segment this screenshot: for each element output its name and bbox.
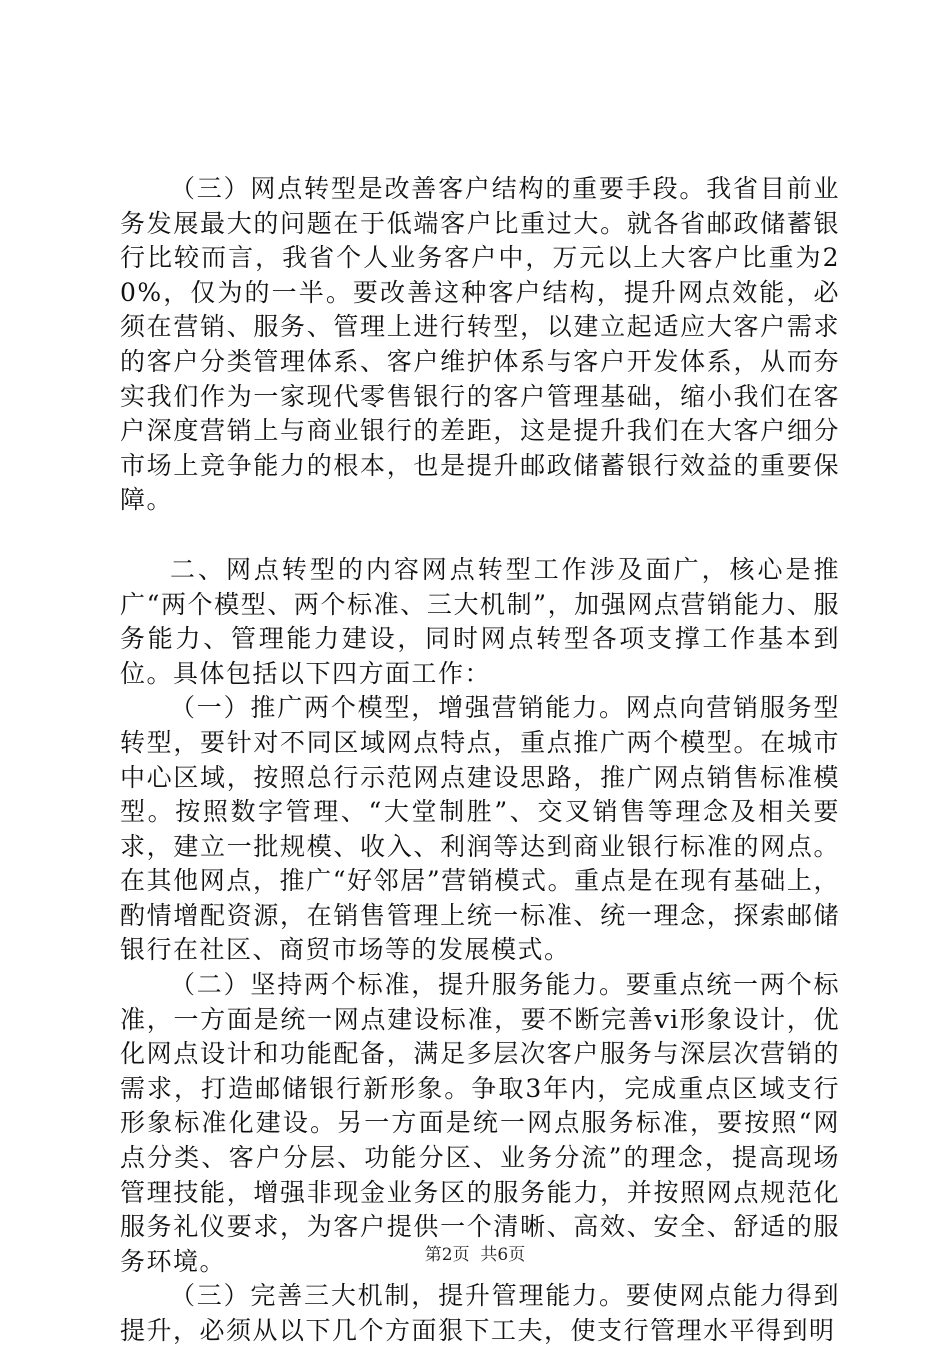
paragraph-customer-structure: （三）网点转型是改善客户结构的重要手段。我省目前业务发展最大的问题在于低端客户比重过大。就各省邮政储蓄银行比较而言，我省个人业务客户中，万元以上大客户比重为20%，仅为的一半。要改善这种客户结构，提升网点效能，必须在营销、服务、管理上进行转型，以建立起适应大客户需求的客户分类管理体系、客户维护体系与客户开发体系，从而夯实我们作为一家现代零售银行的客户管理基础，缩小我们在客户深度营销上与商业银行的差距，这是提升我们在大客户细分市场上竞争能力的根本，也是提升邮政储蓄银行效益的重要保障。: [120, 174, 840, 515]
page-label-suffix: 页: [508, 1245, 526, 1265]
paragraph-management-mechanisms: （三）完善三大机制，提升管理能力。要使网点能力得到提升，必须从以下几个方面狠下工夫，使支行管理水平得到明: [120, 1281, 840, 1345]
paragraph-transformation-content: 二、网点转型的内容网点转型工作涉及面广，核心是推广“两个模型、两个标准、三大机制”，加强网点营销能力、服务能力、管理能力建设，同时网点转型各项支撑工作基本到位。具体包括以下四方面工作：: [120, 554, 840, 688]
document-body: [120, 172, 840, 1349]
page-label-mid: 页 共: [452, 1245, 498, 1265]
paragraph-gap: [120, 518, 840, 553]
paragraph-service-standards: （二）坚持两个标准，提升服务能力。要重点统一两个标准，一方面是统一网点建设标准，要不断完善vi形象设计，优化网点设计和功能配备，满足多层次客户服务与深层次营销的需求，打造邮储银行新形象。争取3年内，完成重点区域支行形象标准化建设。另一方面是统一网点服务标准，要按照“网点分类、客户分层、功能分区、业务分流”的理念，提高现场管理技能，增强非现金业务区的服务能力，并按照网点规范化服务礼仪要求，为客户提供一个清晰、高效、安全、舒适的服务环境。: [120, 970, 840, 1276]
page-footer: [0, 1244, 950, 1266]
total-page-number: 6: [497, 1245, 509, 1265]
current-page-number: 2: [441, 1245, 453, 1265]
page-label-prefix: 第: [424, 1245, 442, 1265]
paragraph-marketing-models: （一）推广两个模型，增强营销能力。网点向营销服务型转型，要针对不同区域网点特点，重点推广两个模型。在城市中心区域，按照总行示范网点建设思路，推广网点销售标准模型。按照数字管理、“大堂制胜”、交叉销售等理念及相关要求，建立一批规模、收入、利润等达到商业银行标准的网点。在其他网点，推广“好邻居”营销模式。重点是在现有基础上，酌情增配资源，在销售管理上统一标准、统一理念，探索邮储银行在社区、商贸市场等的发展模式。: [120, 693, 840, 965]
